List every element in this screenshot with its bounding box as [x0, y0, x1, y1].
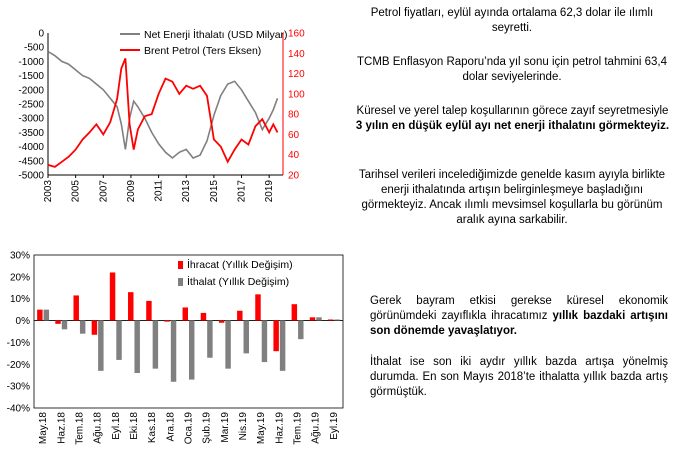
export-bar	[237, 311, 242, 321]
left-tick-label: -5000	[18, 170, 44, 182]
x-tick-label: 2015	[208, 180, 220, 203]
x-tick-label: 2005	[70, 180, 82, 203]
right-tick-label: 80	[288, 109, 300, 121]
import-bar	[280, 321, 285, 371]
import-bar	[262, 321, 267, 363]
left-tick-label: -1500	[18, 71, 44, 83]
import-bar	[44, 310, 49, 321]
x-tick-label: Ara.18	[165, 412, 177, 442]
left-tick-label: -3000	[18, 113, 44, 125]
left-tick-label: -1000	[18, 56, 44, 68]
x-tick-label: 2009	[125, 180, 137, 203]
x-tick-label: Eki.18	[128, 412, 140, 440]
x-tick-label: Haz.19	[274, 412, 286, 444]
import-bar	[207, 321, 212, 358]
x-tick-label: Oca.19	[183, 412, 195, 445]
import-bar	[116, 321, 121, 360]
x-tick-label: Eyl.18	[110, 412, 122, 440]
right-tick-label: 20	[288, 170, 300, 182]
x-tick-label: Kas.18	[147, 412, 159, 444]
bold-energy-imports: 3 yılın en düşük eylül ayı net enerji ithalatını görmekteyiz.	[355, 120, 670, 132]
import-bar	[189, 321, 194, 380]
export-bar	[110, 272, 115, 320]
import-bar	[98, 321, 103, 371]
right-tick-label: 160	[288, 28, 305, 40]
legend-brent-label: Brent Petrol (Ters Eksen)	[144, 45, 262, 57]
import-bar	[171, 321, 176, 382]
y-tick-label: -20%	[6, 359, 30, 371]
import-bar	[298, 321, 303, 340]
export-bar	[92, 321, 97, 335]
import-bar	[153, 321, 158, 369]
left-tick-label: -500	[23, 42, 44, 54]
y-tick-label: -40%	[6, 403, 30, 415]
x-tick-label: 2013	[181, 180, 193, 203]
x-tick-label: 2017	[236, 180, 248, 203]
text-block-6	[370, 355, 668, 400]
x-tick-label: 2007	[98, 180, 110, 203]
import-bar	[244, 321, 249, 354]
legend-export-swatch	[178, 261, 183, 269]
y-tick-label: 0%	[15, 316, 30, 328]
bold-export-slowdown: yıllık bazdaki artışını son dönemde yavaşlatıyor.	[370, 310, 668, 337]
export-bar	[73, 295, 78, 320]
right-tick-label: 60	[288, 129, 300, 141]
import-bar	[134, 321, 139, 373]
legend-export-label: İhracat (Yıllık Değişim)	[187, 259, 293, 271]
paragraph-oil-price: Petrol fiyatları, eylül ayında ortalama 62,3 dolar ile ılımlı seyretti.	[370, 7, 654, 34]
legend-import-label: İthalat (Yıllık Değişim)	[187, 276, 290, 288]
legend-import-swatch	[178, 278, 183, 286]
export-bar	[128, 292, 133, 320]
bottom-chart	[0, 250, 345, 450]
paragraph-exports: Gerek bayram etkisi gerekse küresel ekonomik görünümdeki zayıflıkla ihracatımız yıllık bazdaki artışını son dönemde yavaşlatıyor.	[370, 295, 668, 337]
export-bar	[164, 321, 169, 322]
y-tick-label: 10%	[9, 294, 30, 306]
export-bar	[273, 321, 278, 352]
y-tick-label: 30%	[9, 250, 30, 262]
x-tick-label: Ağu.19	[310, 412, 322, 444]
paragraph-weak-demand: Küresel ve yerel talep koşullarının görece zayıf seyretmesiyle 3 yılın en düşük eylül ayı net enerji ithalatını görmekteyiz.	[355, 105, 670, 132]
left-tick-label: 0	[38, 28, 44, 40]
left-tick-label: -2500	[18, 99, 44, 111]
x-tick-label: May.18	[38, 412, 50, 445]
export-bar	[201, 313, 206, 321]
right-tick-label: 120	[288, 69, 305, 81]
text-block-2	[352, 55, 672, 85]
text-block-4	[352, 168, 672, 228]
text-block-3	[355, 104, 670, 134]
import-bar	[316, 317, 321, 320]
y-tick-label: -10%	[6, 337, 30, 349]
x-tick-label: May.19	[256, 412, 268, 445]
x-tick-label: Nis.19	[238, 412, 250, 441]
x-tick-label: 2019	[264, 180, 276, 203]
paragraph-historical: Tarihsel verileri incelediğimizde genelde kasım ayıyla birlikte enerji ithalatında artışın belirginleşmeye başladığını görmekteyiz. Ancak ılımlı mevsimsel koşullarla bu görünüm aralık ayına sarkabilir.	[358, 169, 666, 226]
right-tick-label: 40	[288, 150, 300, 162]
export-bar	[292, 304, 297, 320]
paragraph-tcmb-forecast: TCMB Enflasyon Raporu’nda yıl sonu için petrol tahmini 63,4 dolar seviyelerinde.	[356, 56, 668, 83]
x-tick-label: Şub.19	[201, 412, 213, 444]
legend-energy-label: Net Enerji İthalatı (USD Milyar)	[144, 29, 288, 41]
paragraph-imports: İthalat ise son iki aydır yıllık bazda artışa yönelmiş durumda. En son Mayıs 2018’te ithalatta yıllık bazda artış görmüştük.	[370, 356, 668, 398]
x-tick-label: 2011	[153, 180, 165, 202]
y-tick-label: -30%	[6, 381, 30, 393]
export-bar	[219, 321, 224, 323]
export-bar	[328, 319, 333, 320]
x-tick-label: 2003	[43, 180, 54, 203]
text-block-5	[370, 294, 668, 339]
export-bar	[255, 294, 260, 320]
left-tick-label: -4000	[18, 142, 44, 154]
x-tick-label: Ağu.18	[92, 412, 104, 444]
left-tick-label: -2000	[18, 85, 44, 97]
import-bar	[62, 321, 67, 330]
export-bar	[146, 301, 151, 321]
import-bar	[225, 321, 230, 369]
export-bar	[55, 321, 60, 324]
import-bar	[334, 319, 339, 320]
x-tick-label: Tem.19	[292, 412, 304, 445]
x-tick-label: Eyl.19	[328, 412, 340, 440]
export-bar	[37, 310, 42, 321]
left-tick-label: -4500	[18, 156, 44, 168]
export-bar	[310, 317, 315, 320]
energy-imports-line	[48, 52, 278, 159]
export-bar	[183, 307, 188, 320]
right-tick-label: 100	[288, 89, 305, 101]
text-block-1	[352, 6, 672, 36]
x-tick-label: Mar.19	[219, 412, 231, 443]
y-tick-label: 20%	[9, 272, 30, 284]
top-chart	[0, 25, 345, 240]
import-bar	[80, 321, 85, 334]
x-tick-label: Haz.18	[56, 412, 68, 444]
left-tick-label: -3500	[18, 127, 44, 139]
right-tick-label: 140	[288, 48, 305, 60]
x-tick-label: Tem.18	[74, 412, 86, 445]
